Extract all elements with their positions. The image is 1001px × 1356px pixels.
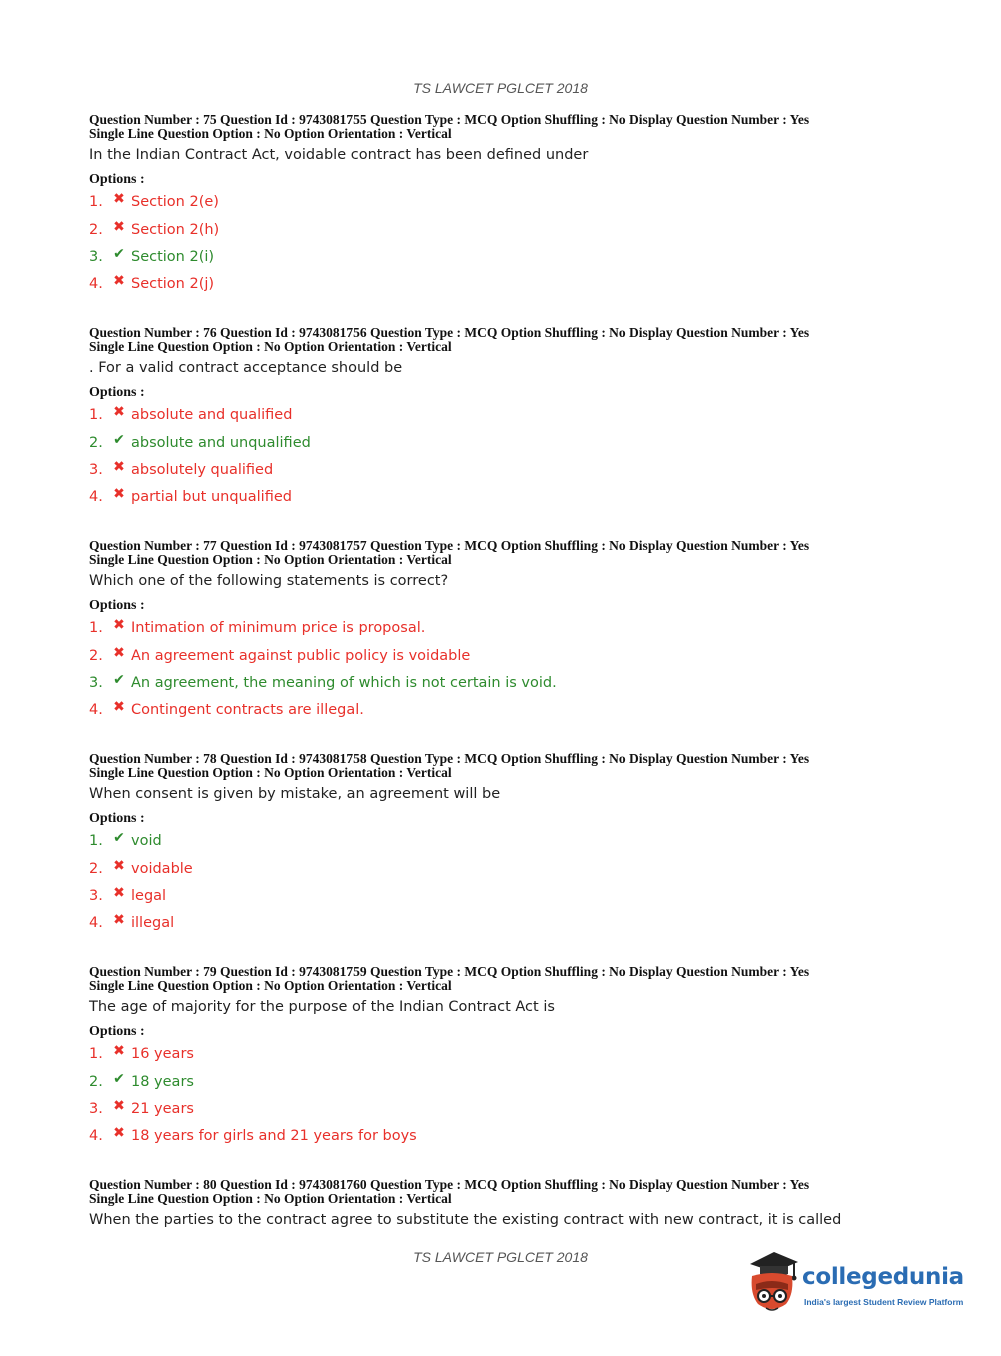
question-meta-2: Single Line Question Option : No Option Orientation : Vertical (89, 978, 452, 993)
option-item (89, 828, 919, 855)
option-item (89, 189, 919, 216)
cross-icon: ✖ (113, 699, 125, 716)
option-item (89, 271, 919, 298)
question-text: When consent is given by mistake, an agreement will be (89, 786, 501, 802)
question-meta-2: Single Line Question Option : No Option Orientation : Vertical (89, 765, 452, 780)
page-footer: TS LAWCET PGLCET 2018 (413, 1249, 588, 1265)
option-number: 1. (89, 1046, 103, 1063)
option-item (89, 457, 919, 484)
option-number: 2. (89, 860, 103, 877)
options-list (89, 828, 919, 938)
option-number: 2. (89, 221, 103, 238)
cross-icon: ✖ (113, 1043, 125, 1060)
option-text: void (131, 833, 162, 850)
option-text: illegal (131, 915, 175, 932)
question-block (89, 113, 919, 299)
question-block (89, 539, 919, 725)
option-item (89, 1123, 919, 1150)
option-item (89, 697, 919, 724)
question-meta: Question Number : 77 Question Id : 9743081757 Question Type : MCQ Option Shuffling : No Display Question Number : Yes (89, 538, 810, 553)
options-list (89, 402, 919, 512)
cross-icon: ✖ (113, 191, 125, 208)
option-item (89, 883, 919, 910)
option-text: An agreement, the meaning of which is not certain is void. (131, 674, 557, 691)
options-label: Options : (89, 172, 145, 187)
question-meta: Question Number : 80 Question Id : 9743081760 Question Type : MCQ Option Shuffling : No Display Question Number : Yes (89, 1177, 810, 1192)
option-item (89, 1041, 919, 1068)
options-list (89, 1041, 919, 1151)
option-text: An agreement against public policy is voidable (131, 647, 471, 664)
question-meta: Question Number : 78 Question Id : 9743081758 Question Type : MCQ Option Shuffling : No Display Question Number : Yes (89, 751, 810, 766)
option-item (89, 642, 919, 669)
option-text: voidable (131, 860, 193, 877)
option-text: Section 2(h) (131, 221, 220, 238)
option-number: 4. (89, 915, 103, 932)
page-header: TS LAWCET PGLCET 2018 (413, 80, 588, 96)
cross-icon: ✖ (113, 218, 125, 235)
options-list (89, 189, 919, 299)
options-label: Options : (89, 598, 145, 613)
option-item (89, 244, 919, 271)
check-icon: ✔ (113, 830, 125, 847)
option-text: Section 2(e) (131, 194, 219, 211)
question-text: . For a valid contract acceptance should be (89, 360, 403, 376)
check-icon: ✔ (113, 1070, 125, 1087)
option-item (89, 1068, 919, 1095)
question-meta: Question Number : 75 Question Id : 9743081755 Question Type : MCQ Option Shuffling : No Display Question Number : Yes (89, 112, 810, 127)
option-number: 4. (89, 1128, 103, 1145)
option-text: Contingent contracts are illegal. (131, 702, 364, 719)
option-text: 21 years (131, 1100, 194, 1117)
option-item (89, 855, 919, 882)
option-item (89, 216, 919, 243)
cross-icon: ✖ (113, 617, 125, 634)
option-item (89, 670, 919, 697)
option-number: 4. (89, 489, 103, 506)
option-text: partial but unqualified (131, 489, 292, 506)
question-text: Which one of the following statements is correct? (89, 573, 449, 589)
question-meta: Question Number : 79 Question Id : 9743081759 Question Type : MCQ Option Shuffling : No Display Question Number : Yes (89, 964, 810, 979)
cross-icon: ✖ (113, 458, 125, 475)
question-meta-2: Single Line Question Option : No Option Orientation : Vertical (89, 1191, 452, 1206)
option-number: 1. (89, 194, 103, 211)
collegedunia-logo[interactable] (742, 1250, 972, 1320)
question-text: The age of majority for the purpose of the Indian Contract Act is (89, 999, 555, 1015)
options-list (89, 615, 919, 725)
cross-icon: ✖ (113, 857, 125, 874)
option-number: 3. (89, 461, 103, 478)
option-item (89, 615, 919, 642)
question-meta-2: Single Line Question Option : No Option Orientation : Vertical (89, 339, 452, 354)
question-block (89, 326, 919, 512)
option-number: 3. (89, 248, 103, 265)
option-text: absolute and qualified (131, 407, 293, 424)
option-number: 3. (89, 674, 103, 691)
cross-icon: ✖ (113, 644, 125, 661)
option-number: 3. (89, 887, 103, 904)
cross-icon: ✖ (113, 1125, 125, 1142)
option-item (89, 402, 919, 429)
options-label: Options : (89, 811, 145, 826)
check-icon: ✔ (113, 431, 125, 448)
question-block (89, 965, 919, 1151)
options-label: Options : (89, 385, 145, 400)
question-text: When the parties to the contract agree to substitute the existing contract with new contract, it is called (89, 1212, 842, 1228)
option-item (89, 910, 919, 937)
option-item (89, 484, 919, 511)
question-block (89, 752, 919, 938)
question-meta: Question Number : 76 Question Id : 9743081756 Question Type : MCQ Option Shuffling : No Display Question Number : Yes (89, 325, 810, 340)
mascot-icon (742, 1250, 802, 1320)
option-text: legal (131, 887, 167, 904)
cross-icon: ✖ (113, 884, 125, 901)
option-item (89, 1096, 919, 1123)
option-number: 1. (89, 833, 103, 850)
cross-icon: ✖ (113, 404, 125, 421)
option-number: 1. (89, 620, 103, 637)
option-text: Section 2(i) (131, 248, 215, 265)
option-number: 2. (89, 647, 103, 664)
question-meta-2: Single Line Question Option : No Option Orientation : Vertical (89, 126, 452, 141)
brand-name: collegedunia (802, 1264, 964, 1290)
cross-icon: ✖ (113, 912, 125, 929)
option-text: Intimation of minimum price is proposal. (131, 620, 426, 637)
option-number: 2. (89, 434, 103, 451)
option-number: 3. (89, 1100, 103, 1117)
option-item (89, 429, 919, 456)
question-text: In the Indian Contract Act, voidable contract has been defined under (89, 147, 589, 163)
option-number: 2. (89, 1073, 103, 1090)
option-text: 18 years for girls and 21 years for boys (131, 1128, 417, 1145)
option-text: 16 years (131, 1046, 194, 1063)
check-icon: ✔ (113, 671, 125, 688)
brand-tagline: India's largest Student Review Platform (804, 1297, 964, 1307)
option-number: 4. (89, 702, 103, 719)
check-icon: ✔ (113, 245, 125, 262)
cross-icon: ✖ (113, 273, 125, 290)
question-block (89, 1178, 919, 1230)
option-text: absolutely qualified (131, 461, 274, 478)
options-label: Options : (89, 1024, 145, 1039)
cross-icon: ✖ (113, 486, 125, 503)
option-number: 4. (89, 276, 103, 293)
option-number: 1. (89, 407, 103, 424)
option-text: absolute and unqualified (131, 434, 311, 451)
question-meta-2: Single Line Question Option : No Option Orientation : Vertical (89, 552, 452, 567)
option-text: 18 years (131, 1073, 194, 1090)
option-text: Section 2(j) (131, 276, 215, 293)
cross-icon: ✖ (113, 1097, 125, 1114)
